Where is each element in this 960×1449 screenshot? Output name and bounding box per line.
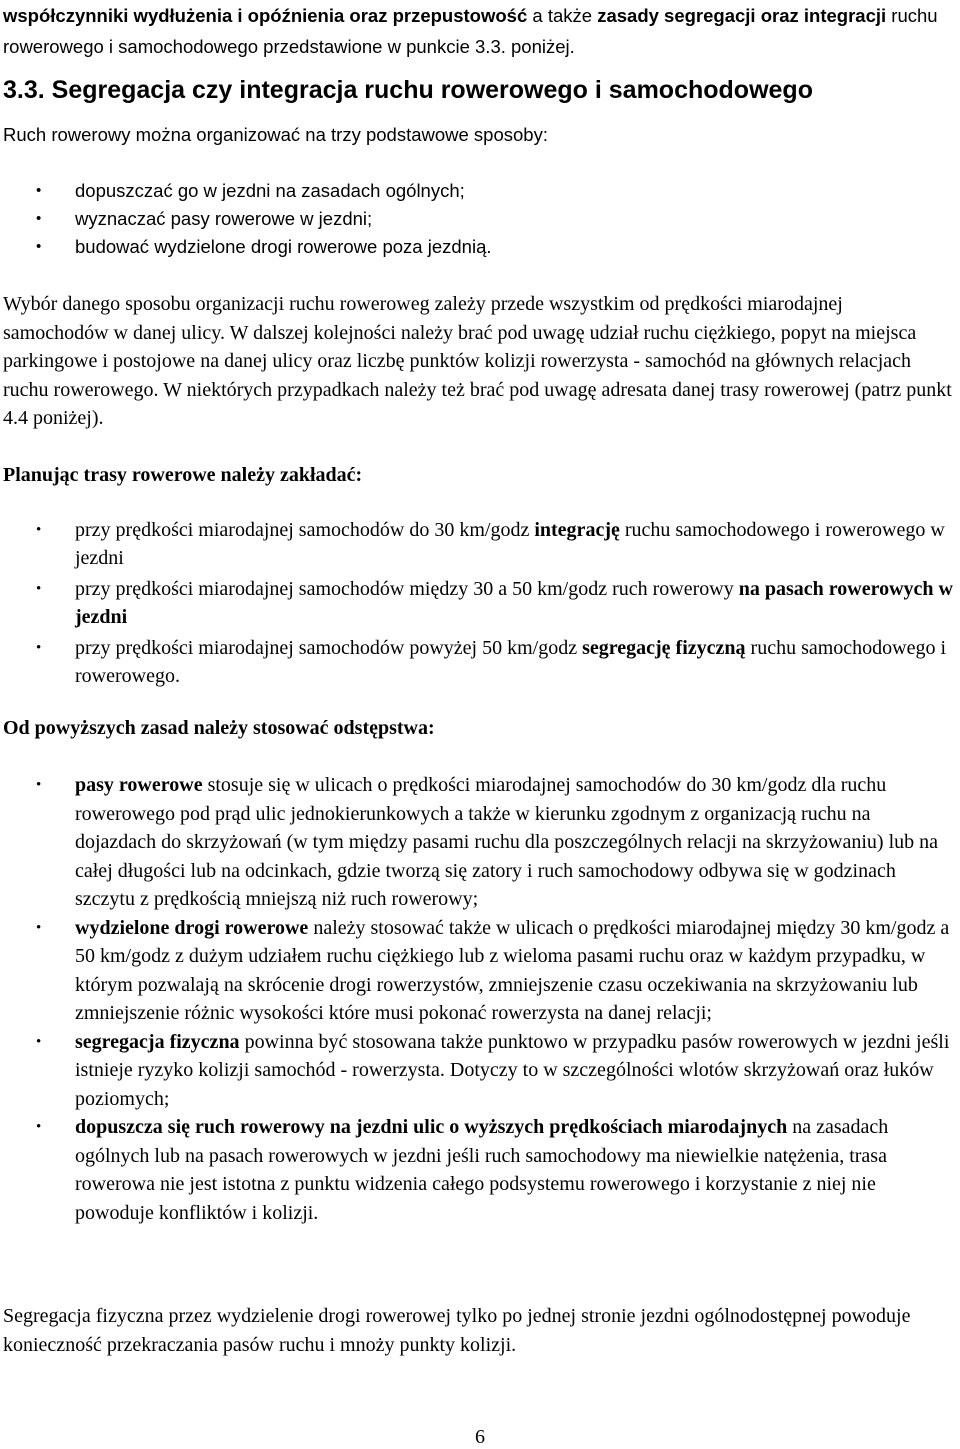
bullet-icon: • [36,522,42,538]
item-text: powinna być stosowana także punktowo w przypadku pasów rowerowych w jezdni jeśli istnieje ryzyko kolizji samochód - rowerzysta. Dotyczy to w szczególności wlotów skrzyżowań oraz łuków poziomych; [75,1030,950,1110]
item-bold: segregację fizyczną [582,637,746,659]
exceptions-list [0,771,955,1227]
list-item [0,233,955,261]
bullet-icon: • [36,640,42,656]
list-item [0,516,955,572]
bullet-icon: • [36,182,42,199]
item-bold: dopuszcza się ruch rowerowy na jezdni ulic o wyższych prędkościach miarodajnych [75,1116,788,1138]
item-text: ruchu samochodowego i rowerowego. [75,637,947,687]
paragraph-speed: Wybór danego sposobu organizacji ruchu roweroweg zależy przede wszystkim od prędkości miarodajnej samochodów w danej ulicy. W dalszej kolejności należy brać pod uwagę udział ruchu ciężkiego, popyt na miejsca parkingowe i postojowe na danej ulicy oraz liczbę punktów kolizji rowerzysta - samochód na głównych relacjach ruchu rowerowego. W niektórych przypadkach należy też brać pod uwagę adresata danej trasy rowerowej (patrz punkt 4.4 poniżej). [3,293,952,429]
item-text: ruchu samochodowego i rowerowego w jezdni [75,519,945,569]
item-text: stosuje się w ulicach o prędkości miarodajnej samochodów do 30 km/godz dla ruchu rowerowego pod prąd ulic jednokierunkowych a także w kierunku zgodnym z organizacją ruchu na dojazdach do skrzyżowań (w tym między pasami ruchu dla poszczególnych relacji na skrzyżowaniu) lub na całej długości lub na odcinkach, gdzie tworzą się zatory i ruch samochodowy odbywa się w godzinach szczytu z prędkością mniejszą niż ruch rowerowy; [75,774,939,910]
intro-text-2: ruchu rowerowego i samochodowego przedstawione w punkcie 3.3. poniżej. [3,5,938,57]
bullet-icon: • [36,210,42,227]
list-item [0,205,955,233]
intro-text-1: a także [527,5,598,26]
way-text: dopuszczać go w jezdni na zasadach ogólnych; [75,180,465,201]
exceptions-title: Od powyższych zasad należy stosować odstępstwa: [3,717,435,739]
item-text: należy stosować także w ulicach o prędkości miarodajnej między 30 km/godz a 50 km/godz z dużym udziałem ruchu ciężkiego lub z wieloma pasami ruchu oraz w każdym przypadku, w którym pozwalają na skrócenie drogi rowerzystów, zmniejszenie czasu oczekiwania na skrzyżowaniu lub zmniejszenie różnic wysokości które musi pokonać rowerzysta na danej relacji; [75,916,950,1024]
item-bold: segregacja fizyczna [75,1030,240,1053]
bullet-icon: • [36,581,42,597]
item-text: na zasadach ogólnych lub na pasach rowerowych w jezdni jeśli ruch samochodowy ma niewielkie natężenia, trasa rowerowa nie jest istotna z punktu widzenia całego podsystemu rowerowego i korzystanie z niej nie powoduje konfliktów i kolizji. [75,1116,889,1224]
page-number: 6 [475,1426,485,1448]
section-heading: 3.3. Segregacja czy integracja ruchu rowerowego i samochodowego [3,76,813,104]
list-item [0,177,955,205]
planning-list [0,516,955,693]
way-text: budować wydzielone drogi rowerowe poza jezdnią. [75,236,492,257]
bullet-icon: • [36,1033,42,1050]
way-text: wyznaczać pasy rowerowe w jezdni; [75,208,373,229]
list-item [0,575,955,631]
list-item [0,914,955,1028]
planning-title: Planując trasy rowerowe należy zakładać: [3,464,363,486]
list-item [0,1113,955,1227]
item-text: przy prędkości miarodajnej samochodów powyżej 50 km/godz [75,637,583,659]
intro-bold-1: współczynniki wydłużenia i opóźnienia oraz przepustowość [3,5,528,26]
list-item [0,634,955,690]
intro-bold-2: zasady segregacji oraz integracji [597,5,887,26]
bullet-icon: • [36,238,42,255]
ways-list [0,177,955,261]
item-text: przy prędkości miarodajnej samochodów do 30 km/godz [75,519,535,541]
item-text: przy prędkości miarodajnej samochodów między 30 a 50 km/godz ruch rowerowy [75,578,739,600]
paragraph-segregation: Segregacja fizyczna przez wydzielenie drogi rowerowej tylko po jednej stronie jezdni ogólnodostępnej powoduje konieczność przekraczania pasów ruchu i mnoży punkty kolizji. [3,1305,911,1356]
intro-paragraph [3,0,953,62]
list-item [0,1028,955,1114]
bullet-icon: • [36,777,42,793]
item-bold: integrację [534,519,620,541]
item-bold: na pasach rowerowych w jezdni [75,578,953,628]
list-item [0,771,955,914]
item-bold: wydzielone drogi rowerowe [75,916,309,939]
bullet-icon: • [36,1119,42,1135]
item-bold: pasy rowerowe [75,774,203,796]
bullet-icon: • [36,919,42,936]
section-lead: Ruch rowerowy można organizować na trzy podstawowe sposoby: [3,124,548,145]
